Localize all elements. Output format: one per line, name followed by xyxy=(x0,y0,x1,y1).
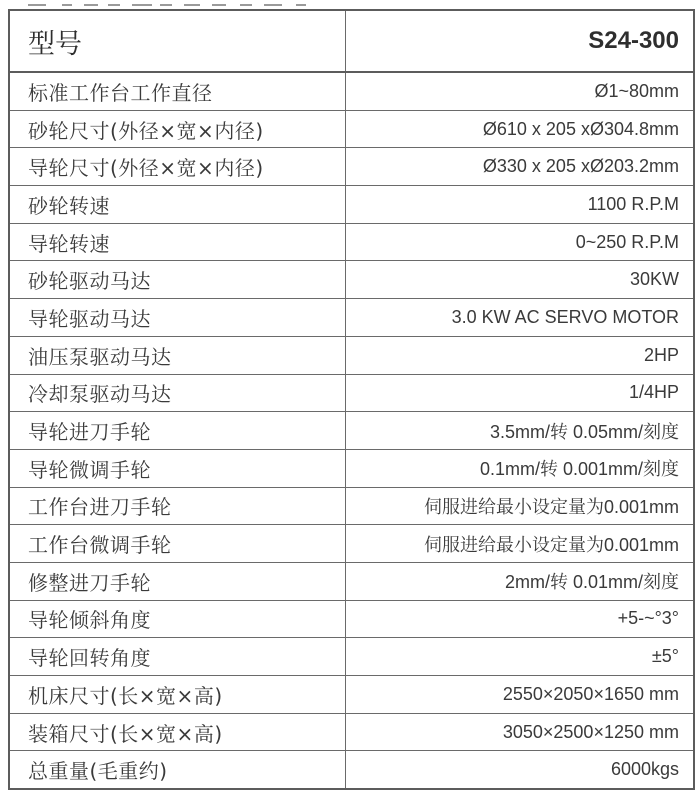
spec-value: 2mm/转 0.01mm/刻度 xyxy=(345,562,694,600)
spec-value: +5-~°3° xyxy=(345,600,694,638)
spec-label: 标准工作台工作直径 xyxy=(9,72,345,110)
spec-value: 伺服进给最小设定量为0.001mm xyxy=(345,525,694,563)
table-row xyxy=(9,336,694,374)
spec-label: 油压泵驱动马达 xyxy=(9,336,345,374)
spec-value: 伺服进给最小设定量为0.001mm xyxy=(345,487,694,525)
spec-label: 装箱尺寸(长×宽×高) xyxy=(9,713,345,751)
table-row xyxy=(9,299,694,337)
table-row xyxy=(9,412,694,450)
cropped-text-fragment xyxy=(0,0,700,6)
spec-value: 1100 R.P.M xyxy=(345,186,694,224)
model-label: 型号 xyxy=(9,10,345,72)
spec-label: 砂轮驱动马达 xyxy=(9,261,345,299)
spec-table xyxy=(8,9,695,790)
table-row xyxy=(9,713,694,751)
spec-label: 工作台进刀手轮 xyxy=(9,487,345,525)
spec-table-body xyxy=(9,10,694,789)
spec-value: 0~250 R.P.M xyxy=(345,223,694,261)
table-row xyxy=(9,72,694,110)
spec-value: 6000kgs xyxy=(345,751,694,789)
spec-label: 修整进刀手轮 xyxy=(9,562,345,600)
spec-value: 30KW xyxy=(345,261,694,299)
spec-value: 0.1mm/转 0.001mm/刻度 xyxy=(345,449,694,487)
spec-label: 导轮微调手轮 xyxy=(9,449,345,487)
spec-label: 导轮尺寸(外径×宽×内径) xyxy=(9,148,345,186)
spec-value: Ø1~80mm xyxy=(345,72,694,110)
spec-value: 3050×2500×1250 mm xyxy=(345,713,694,751)
spec-value: 2550×2050×1650 mm xyxy=(345,676,694,714)
spec-value: 3.0 KW AC SERVO MOTOR xyxy=(345,299,694,337)
spec-label: 总重量(毛重约) xyxy=(9,751,345,789)
table-row xyxy=(9,148,694,186)
spec-label: 导轮驱动马达 xyxy=(9,299,345,337)
table-row xyxy=(9,186,694,224)
table-row xyxy=(9,638,694,676)
spec-value: ±5° xyxy=(345,638,694,676)
spec-value: Ø330 x 205 xØ203.2mm xyxy=(345,148,694,186)
table-row xyxy=(9,374,694,412)
table-header-row xyxy=(9,10,694,72)
table-row xyxy=(9,562,694,600)
spec-label: 导轮进刀手轮 xyxy=(9,412,345,450)
spec-label: 工作台微调手轮 xyxy=(9,525,345,563)
spec-value: 1/4HP xyxy=(345,374,694,412)
spec-label: 冷却泵驱动马达 xyxy=(9,374,345,412)
model-value: S24-300 xyxy=(345,10,694,72)
table-row xyxy=(9,600,694,638)
spec-value: Ø610 x 205 xØ304.8mm xyxy=(345,110,694,148)
spec-label: 砂轮转速 xyxy=(9,186,345,224)
table-row xyxy=(9,676,694,714)
table-row xyxy=(9,223,694,261)
spec-label: 机床尺寸(长×宽×高) xyxy=(9,676,345,714)
table-row xyxy=(9,751,694,789)
spec-label: 导轮转速 xyxy=(9,223,345,261)
spec-label: 砂轮尺寸(外径×宽×内径) xyxy=(9,110,345,148)
table-row xyxy=(9,110,694,148)
spec-label: 导轮回转角度 xyxy=(9,638,345,676)
table-row xyxy=(9,525,694,563)
table-row xyxy=(9,487,694,525)
table-row xyxy=(9,449,694,487)
table-row xyxy=(9,261,694,299)
spec-value: 3.5mm/转 0.05mm/刻度 xyxy=(345,412,694,450)
spec-value: 2HP xyxy=(345,336,694,374)
spec-label: 导轮倾斜角度 xyxy=(9,600,345,638)
